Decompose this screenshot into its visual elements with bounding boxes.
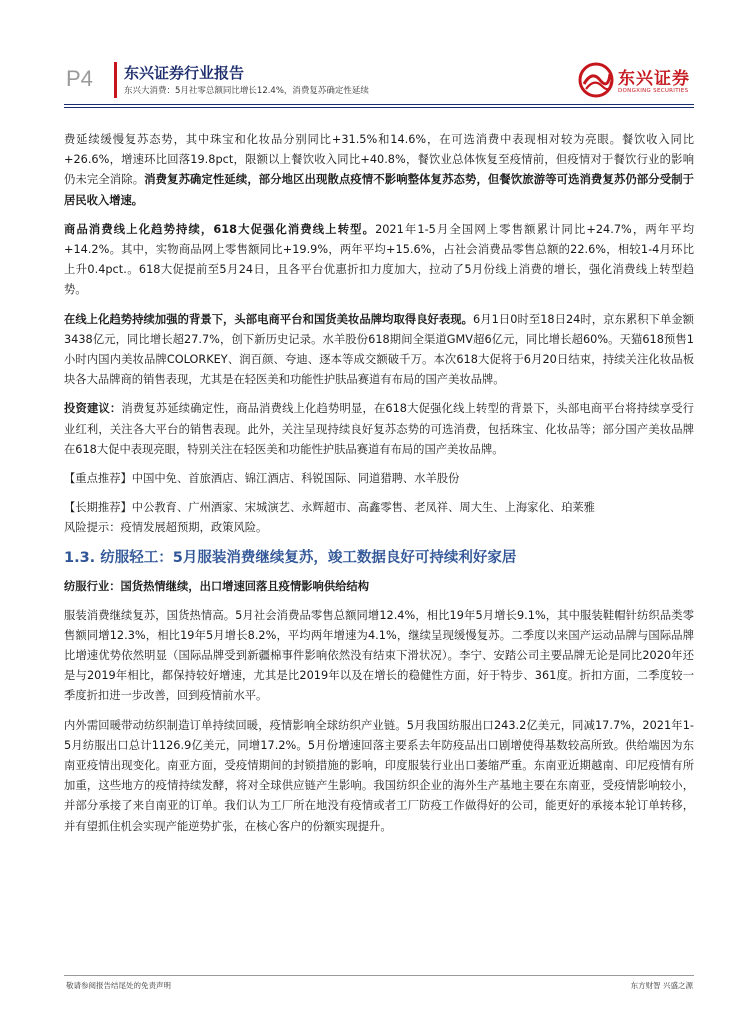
- page-number: P4: [66, 66, 93, 91]
- paragraph-emphasis: 投资建议：: [64, 402, 122, 416]
- paragraph-emphasis: 消费复苏确定性延续，部分地区出现散点疫情不影响整体复苏态势，但餐饮旅游等可选消费复苏仍部分受制于居民收入增速。: [64, 173, 694, 207]
- paragraph-ecommerce-platforms: [64, 310, 694, 391]
- logo-text-cn: 东兴证券: [618, 69, 690, 89]
- paragraph-textile-exports: 内外需回暖带动纺织制造订单持续回暖，疫情影响全球纺织产业链。5月我国纺服出口243.2亿美元，同减17.7%，2021年1-5月纺服出口总计1126.9亿美元，同增17.2%。5月份增速回落主要系去年防疫品出口剧增使得基数较高所致。供给端因为东南亚疫情出现变化。南亚方面，受疫情期间的封锁措施的影响，印度服装行业出口萎缩严重。东南亚近期越南、印尼疫情有所加重，这些地方的疫情持续发酵，将对全球供应链产生影响。我国纺织企业的海外生产基地主要在东南亚，受疫情影响较小，并部分承接了来自南亚的订单。我们认为工厂所在地没有疫情或者工厂防疫工作做得好的公司，能更好的承接本轮订单转移，并有望抓住机会实现产能逆势扩张，在核心客户的份额实现提升。: [64, 718, 694, 833]
- report-body: [64, 130, 694, 846]
- paragraph-text: 消费复苏延续确定性，商品消费线上化趋势明显，在618大促强化线上转型的背景下，头部电商平台将持续享受行业红利，关注各大平台的销售表现。此外，关注呈现持续良好复苏态势的可选消费，包括珠宝、化妆品等；部分国产美妆品牌在618大促中表现亮眼，特别关注在轻医美和功能性护肤品赛道有布局的国产美妆品牌。: [64, 402, 694, 456]
- paragraph-text: 费延续缓慢复苏态势，其中珠宝和化妆品分别同比+31.5%和14.6%，在可选消费中表现相对较为亮眼。餐饮收入同比+26.6%，增速环比回落19.8pct，限额以上餐饮收入同比+40.8%，餐饮业总体恢复至疫情前，但疫情对于餐饮行业的影响仍未完全消除。: [64, 133, 694, 187]
- paragraph-emphasis: 商品消费线上化趋势持续，618大促强化消费线上转型。: [64, 222, 376, 236]
- paragraph-text: 6月1日0时至18日24时，京东累积下单金额3438亿元，同比增长超27.7%，创下新历史记录。水羊股份618期间全渠道GMV超6亿元，同比增长超60%。天猫618预售1小时内国内美妆品牌COLORKEY、润百颜、夸迪、逐本等成交额破千万。本次618大促将于6月20日结束，持续关注化妆品板块各大品牌商的销售表现，尤其是在轻医美和功能性护肤品赛道有布局的国产美妆品牌。: [64, 312, 694, 387]
- paragraph-apparel-consumption: 服装消费继续复苏，国货热情高。5月社会消费品零售总额同增12.4%，相比19年5月增长9.1%，其中服装鞋帽针纺织品类零售额同增12.3%，相比19年5月增长8.2%，平均两年增速为4.1%，继续呈现缓慢复苏。二季度以来国产运动品牌与国际品牌比增速优势依然明显（国际品牌受到新疆棉事件影响依然没有结束下滑状况）。李宁、安踏公司主要品牌无论是同比2020年还是与2019年相比，都保持较好增速，尤其是比2019年以及在增长的稳健性方面，好于特步、361度。折扣方面，二季度较一季度折扣进一步改善，回到疫情前水平。: [64, 608, 694, 703]
- header-rule: [64, 104, 694, 105]
- paragraph-emphasis: 在线上化趋势持续加强的背景下，头部电商平台和国货美妆品牌均取得良好表现。: [64, 312, 473, 326]
- footer-disclaimer: 敬请参阅报告结尾处的免责声明: [66, 981, 171, 990]
- key-recommendations: 【重点推荐】中国中免、首旅酒店、锦江酒店、科锐国际、同道猎聘、水羊股份: [64, 472, 460, 486]
- risk-warning: 风险提示：疫情发展超预期，政策风险。: [64, 521, 268, 535]
- footer-slogan: 东方财智 兴盛之源: [630, 981, 693, 990]
- sub-heading: 纺服行业：国货热情继续，出口增速回落且疫情影响供给结构: [64, 579, 370, 593]
- paragraph-online-consumption: [64, 220, 694, 301]
- company-logo: [578, 62, 698, 102]
- paragraph-consumption-recovery: [64, 130, 694, 211]
- logo-mark-icon: [578, 62, 614, 98]
- report-title: 东兴证券行业报告: [124, 64, 245, 82]
- report-subtitle: 东兴大消费：5月社零总额同比增长12.4%，消费复苏确定性延续: [124, 86, 369, 96]
- header-rule-thin: [64, 107, 694, 108]
- header-accent-bar: [114, 62, 117, 98]
- section-heading: 1.3. 纺服轻工：5月服装消费继续复苏，竣工数据良好可持续利好家居: [64, 549, 517, 566]
- paragraph-text: 2021年1-5月全国网上零售额累计同比+24.7%，两年平均+14.2%。其中，实物商品网上零售额同比+19.9%，两年平均+15.6%，占社会消费品零售总额的22.6%，相较1-4月环比上升0.4pct.。618大促提前至5月24日，且各平台优惠折扣力度加大，拉动了5月份线上消费的增长，强化消费线上转型趋势。: [64, 222, 694, 297]
- paragraph-investment-advice: [64, 399, 694, 460]
- footer-rule: [64, 975, 694, 976]
- long-term-recommendations: 【长期推荐】中公教育、广州酒家、宋城演艺、永辉超市、高鑫零售、老凤祥、周大生、上海家化、珀莱雅: [64, 501, 595, 515]
- logo-text-en: DONGXING SECURITIES: [618, 88, 689, 94]
